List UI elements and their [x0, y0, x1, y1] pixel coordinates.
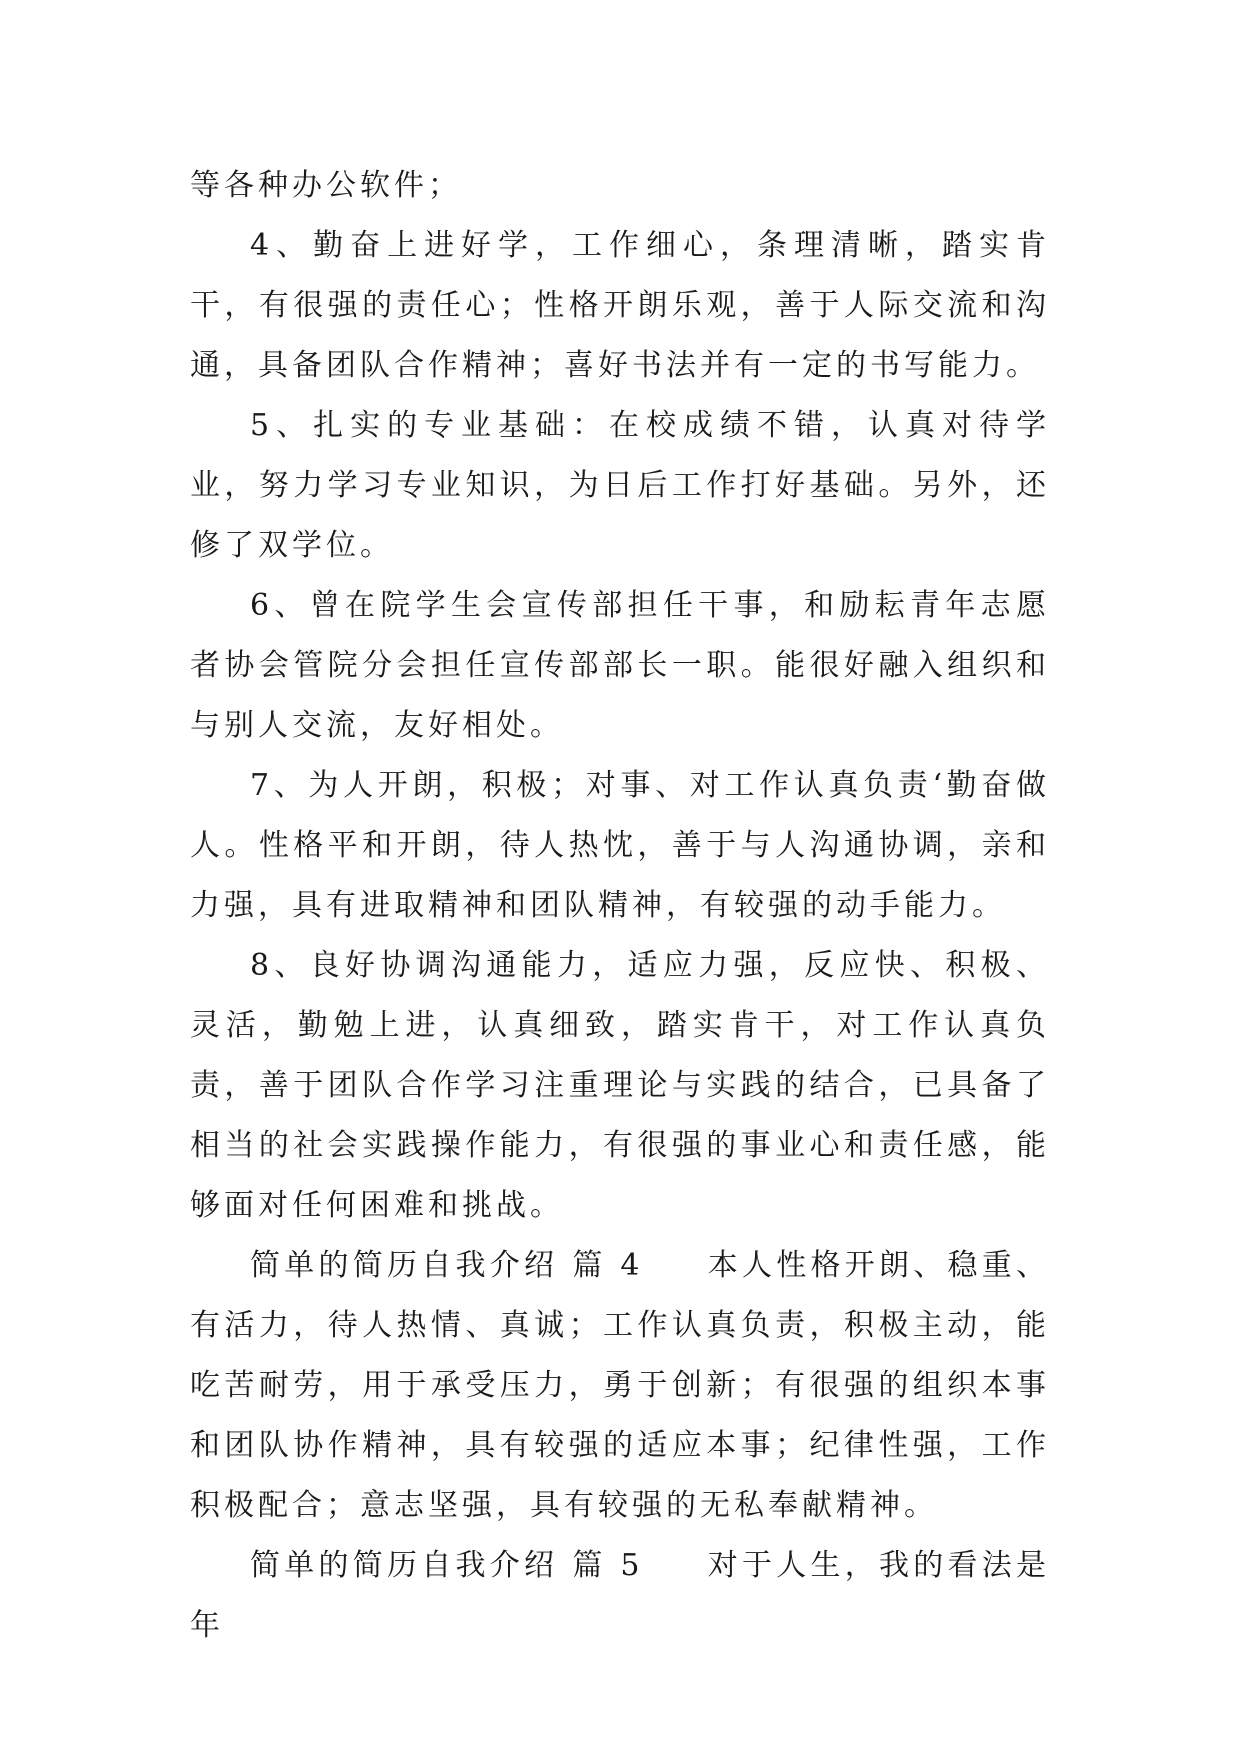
section-5-text: 对于人生，我的看法是年 — [190, 1548, 1051, 1643]
paragraph-item-4: 4、勤奋上进好学，工作细心，条理清晰，踏实肯干，有很强的责任心；性格开朗乐观，善于人际交流和沟通，具备团队合作精神；喜好书法并有一定的书写能力。 — [190, 228, 1050, 383]
section-4-text: 本人性格开朗、稳重、有活力，待人热情、真诚；工作认真负责，积极主动，能吃苦耐劳，用于承受压力，勇于创新；有很强的组织本事和团队协作精神，具有较强的适应本事；纪律性强，工作积极配合；意志坚强，具有较强的无私奉献精神。 — [190, 1248, 1051, 1523]
paragraph-item-6: 6、曾在院学生会宣传部担任干事，和励耘青年志愿者协会管院分会担任宣传部部长一职。能很好融入组织和与别人交流，友好相处。 — [190, 588, 1050, 743]
section-5-number: 篇 5 — [572, 1548, 644, 1583]
paragraph-item-7: 7、为人开朗，积极；对事、对工作认真负责‘勤奋做人。性格平和开朗，待人热忱，善于与人沟通协调，亲和力强，具有进取精神和团队精神，有较强的动手能力。 — [190, 768, 1050, 923]
paragraph-item-5: 5、扎实的专业基础：在校成绩不错，认真对待学业，努力学习专业知识，为日后工作打好基础。另外，还修了双学位。 — [190, 408, 1050, 563]
paragraph-item-8: 8、良好协调沟通能力，适应力强，反应快、积极、灵活，勤勉上进，认真细致，踏实肯干，对工作认真负责，善于团队合作学习注重理论与实践的结合，已具备了相当的社会实践操作能力，有很强的事业心和责任感，能够面对任何困难和挑战。 — [190, 948, 1050, 1223]
paragraph-office-software: 等各种办公软件； — [190, 168, 462, 203]
document-body — [190, 156, 1050, 1656]
section-4-number: 篇 4 — [572, 1248, 644, 1283]
section-5-paragraph — [190, 1536, 1050, 1656]
section-5-heading: 简单的简历自我介绍 — [250, 1548, 559, 1583]
section-4-heading: 简单的简历自我介绍 — [250, 1248, 559, 1283]
section-4-paragraph — [190, 1236, 1050, 1536]
